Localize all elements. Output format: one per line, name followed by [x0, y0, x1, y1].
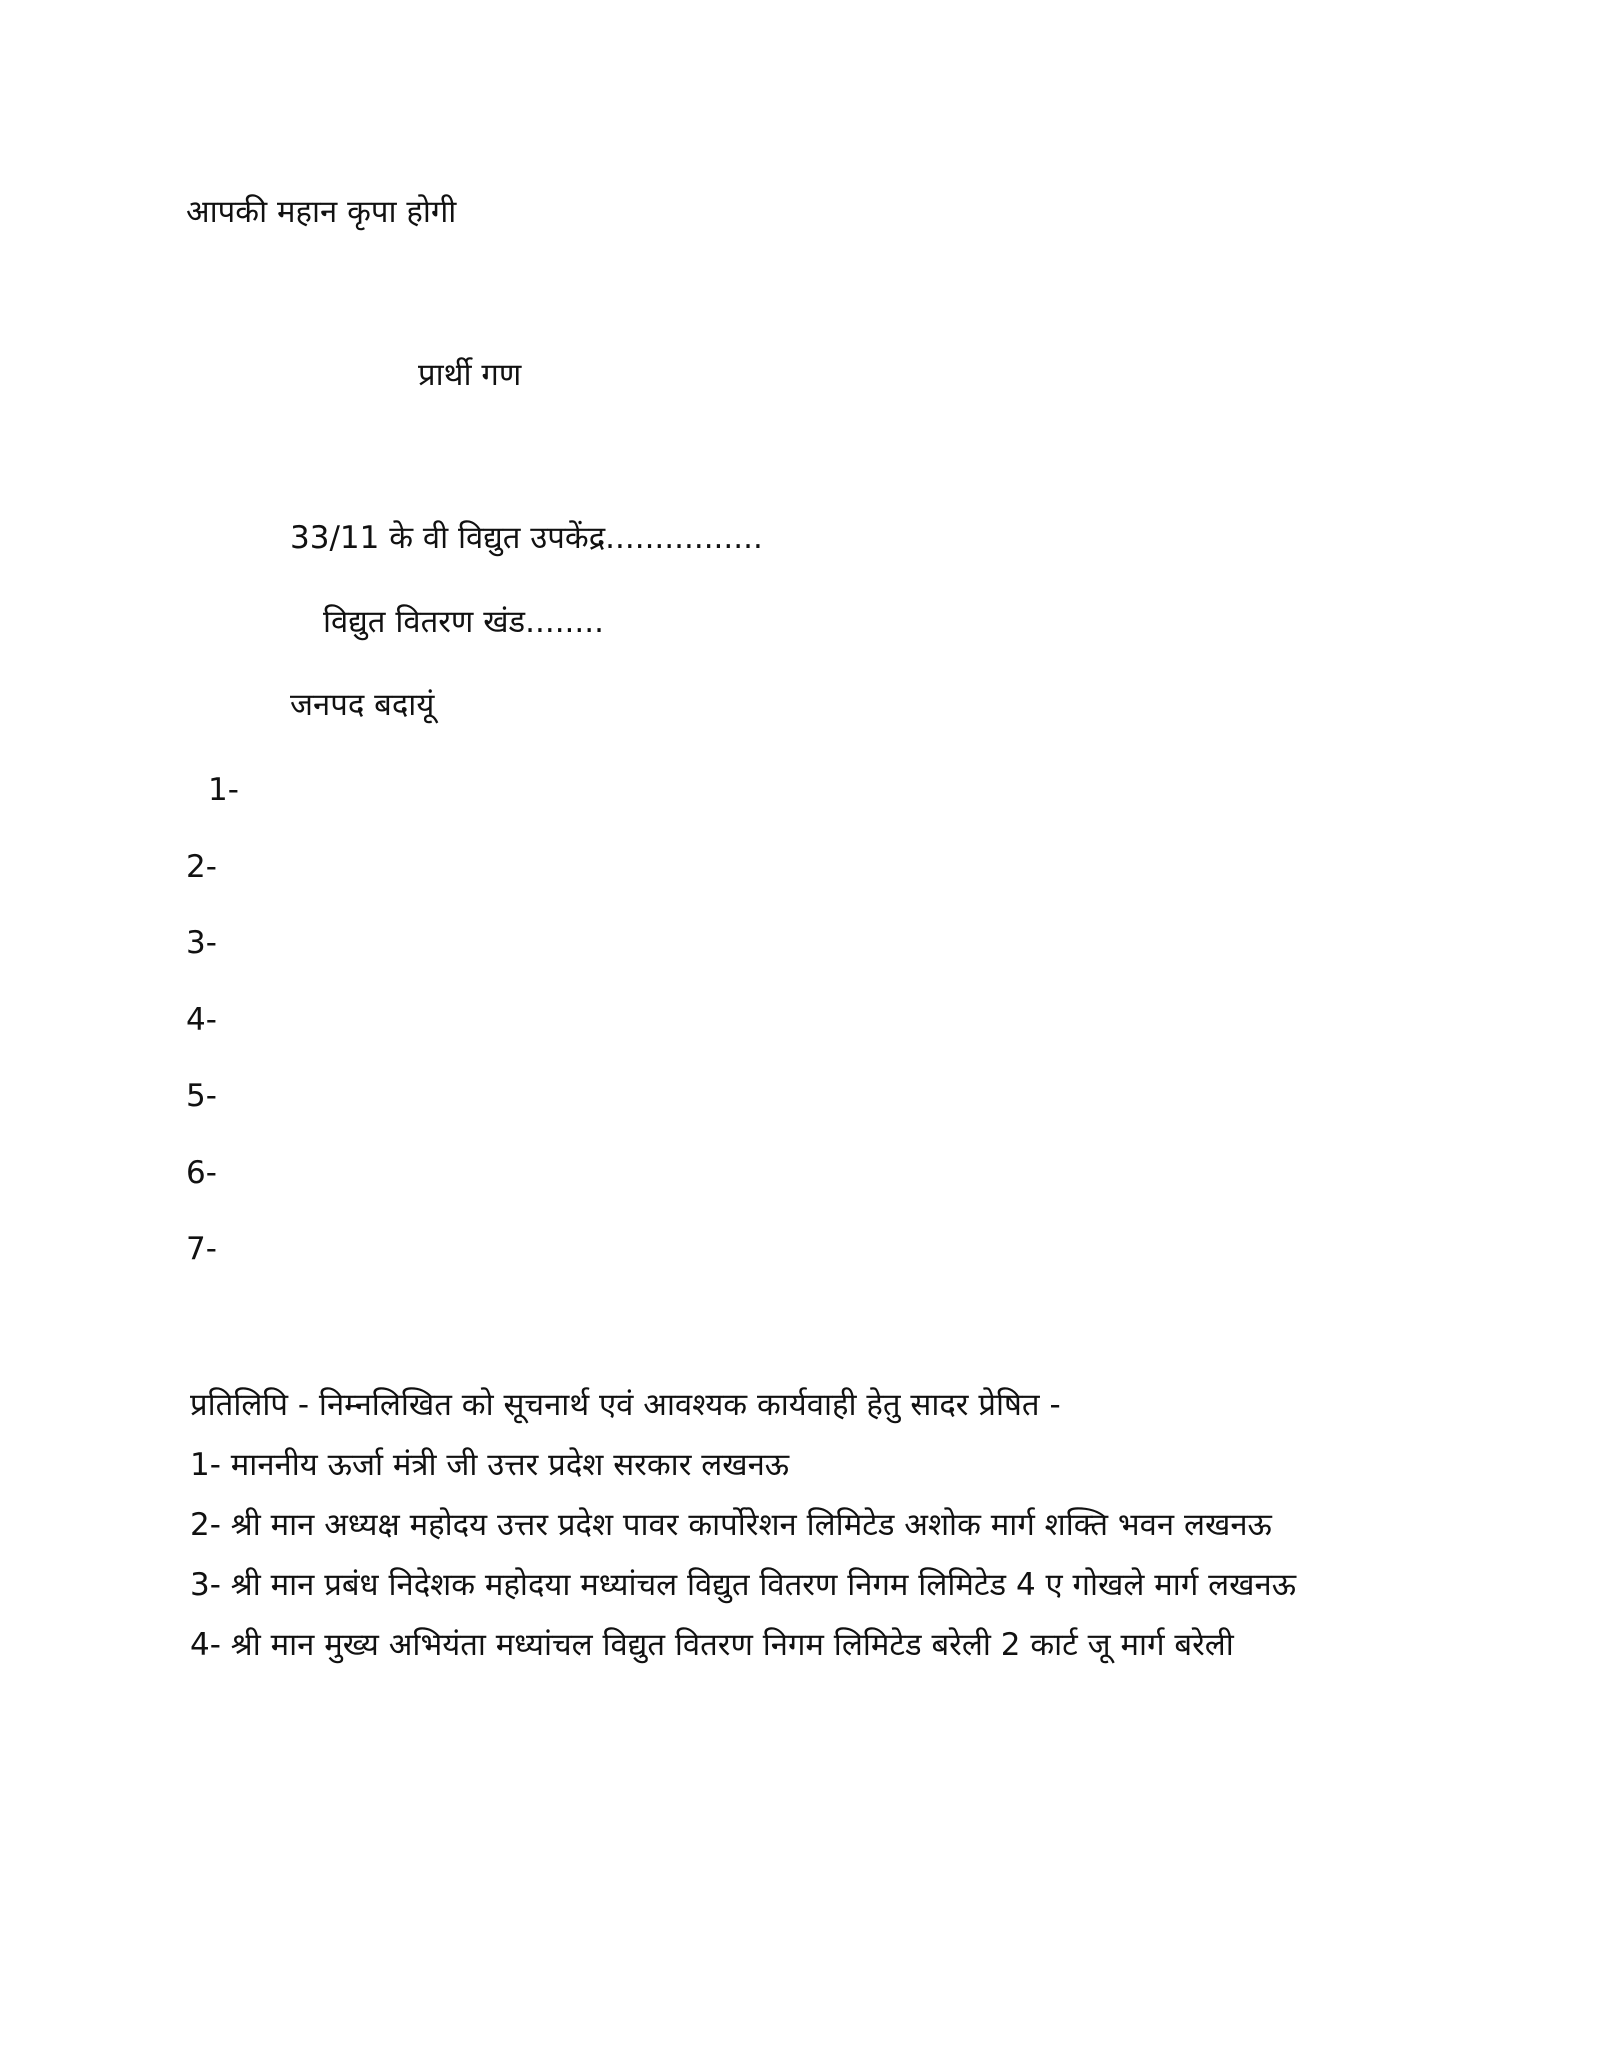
- copy-to-item-1: 1- माननीय ऊर्जा मंत्री जी उत्तर प्रदेश सरकार लखनऊ: [190, 1447, 790, 1483]
- applicant-number-3: 3-: [186, 925, 217, 961]
- applicant-number-5: 5-: [186, 1078, 217, 1114]
- applicant-number-6: 6-: [186, 1155, 217, 1191]
- division-line: विद्युत वितरण खंड........: [323, 604, 604, 640]
- closing-line: आपकी महान कृपा होगी: [186, 194, 457, 230]
- applicant-number-1: 1-: [208, 772, 239, 808]
- substation-line: 33/11 के वी विद्युत उपकेंद्र................: [290, 520, 763, 556]
- copy-to-item-3: 3- श्री मान प्रबंध निदेशक महोदया मध्यांचल विद्युत वितरण निगम लिमिटेड 4 ए गोखले मार्ग लखनऊ: [190, 1567, 1297, 1603]
- district-line: जनपद बदायूं: [290, 687, 435, 723]
- copy-to-section: [190, 1375, 1415, 1675]
- applicant-number-4: 4-: [186, 1002, 217, 1038]
- copy-to-item-2: 2- श्री मान अध्यक्ष महोदय उत्तर प्रदेश पावर कार्पोरेशन लिमिटेड अशोक मार्ग शक्ति भवन लखनऊ: [190, 1507, 1272, 1543]
- applicant-number-2: 2-: [186, 849, 217, 885]
- copy-to-item-4: 4- श्री मान मुख्य अभियंता मध्यांचल विद्युत वितरण निगम लिमिटेड बरेली 2 कार्ट जू मार्ग बरेली: [190, 1627, 1234, 1663]
- applicant-number-7: 7-: [186, 1231, 217, 1267]
- copy-to-heading: प्रतिलिपि - निम्नलिखित को सूचनार्थ एवं आवश्यक कार्यवाही हेतु सादर प्रेषित -: [190, 1387, 1061, 1423]
- applicants-label: प्रार्थी गण: [418, 357, 522, 393]
